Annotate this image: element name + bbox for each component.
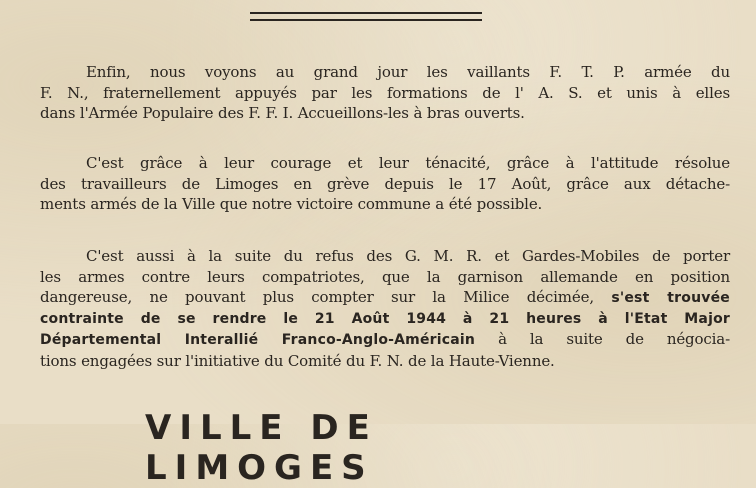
cropped-heading [145, 408, 625, 488]
text-line: C'est grâce à leur courage et leur ténacité, grâce à l'attitude résolue [86, 154, 730, 172]
text-line [40, 287, 730, 309]
paragraph-ftp [40, 62, 730, 124]
text-line: tions engagées sur l'initiative du Comité du F. N. de la Haute-Vienne. [40, 351, 555, 370]
text-line: C'est aussi à la suite du refus des G. M. R. et Gardes-Mobiles de porter [86, 247, 730, 265]
text-line: des travailleurs de Limoges en grève depuis le 17 Août, grâce aux détache- [40, 174, 730, 193]
paragraph-surrender [40, 246, 730, 371]
text-line: F. N., fraternellement appuyés par les formations de l' A. S. et unis à elles [40, 83, 730, 102]
text-line: ments armés de la Ville que notre victoire commune a été possible. [40, 195, 543, 213]
bold-text-line: contrainte de se rendre le 21 Août 1944 à 21 heures à l'Etat Major [40, 310, 730, 327]
paragraph-courage [40, 153, 730, 215]
bold-text-segment: Départemental Interallié Franco-Anglo-Américain [40, 332, 476, 348]
text-line: les armes contre leurs compatriotes, que la garnison allemande en position [40, 267, 730, 286]
text-segment: à la suite de négocia- [498, 330, 730, 348]
text-line [40, 329, 730, 351]
bold-text-segment: s'est trouvée [611, 290, 730, 306]
top-rule [250, 12, 482, 14]
text-line: dans l'Armée Populaire des F. F. I. Accueillons-les à bras ouverts. [40, 104, 525, 122]
text-segment: dangereuse, ne pouvant plus compter sur la Milice décimée, [40, 288, 594, 306]
top-rule-second [250, 19, 482, 21]
heading-text: VILLE DE LIMOGES [145, 408, 378, 488]
text-line: Enfin, nous voyons au grand jour les vaillants F. T. P. armée du [86, 63, 730, 81]
